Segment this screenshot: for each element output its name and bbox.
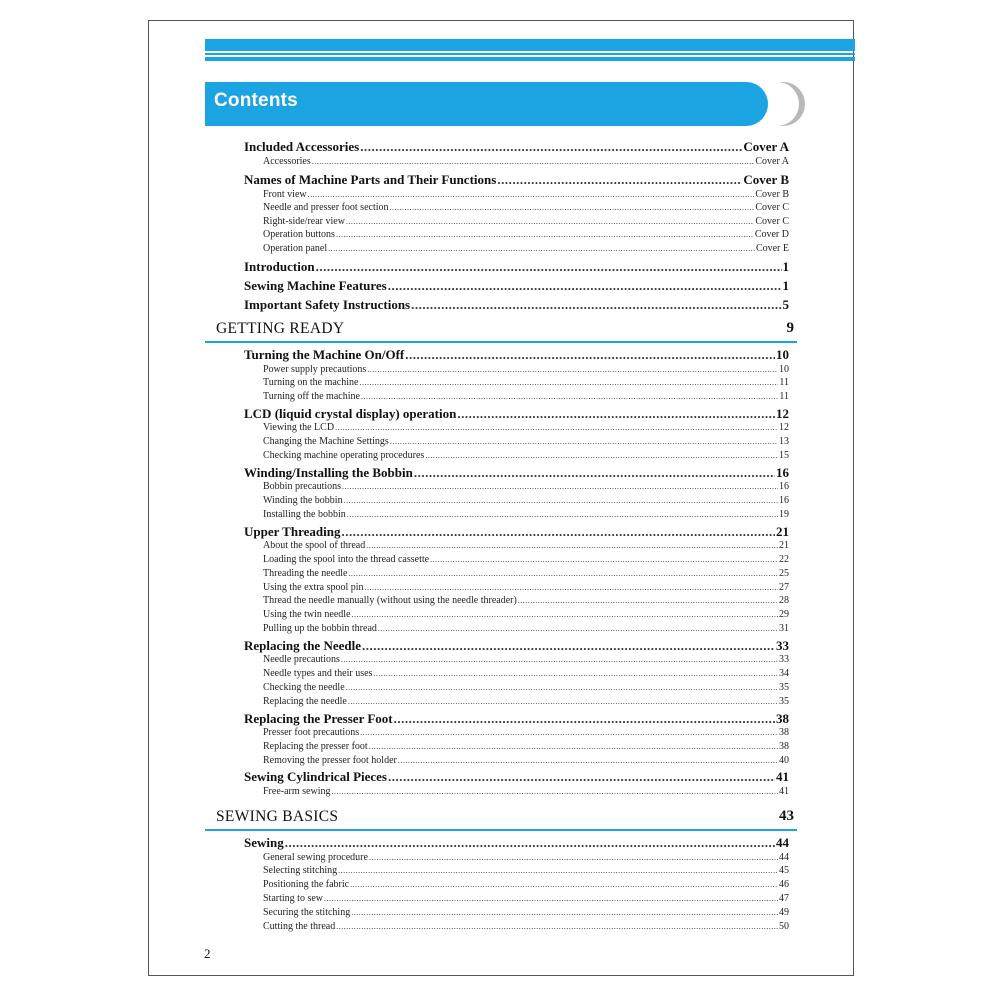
toc-subentry[interactable]: [263, 156, 789, 169]
dot-leader: [336, 922, 778, 931]
toc-entry[interactable]: [244, 172, 789, 188]
toc-subentry[interactable]: [263, 554, 789, 567]
dot-leader: [328, 244, 755, 253]
toc-subentry[interactable]: [263, 216, 789, 229]
toc-entry-page: 5: [782, 296, 789, 312]
section-page: 9: [786, 320, 794, 336]
toc-subentry[interactable]: [263, 422, 789, 435]
toc-subentry[interactable]: [263, 450, 789, 463]
toc-entry-page: 46: [779, 879, 789, 891]
toc-entry-label: Front view: [263, 188, 307, 200]
toc-subentry[interactable]: [263, 786, 789, 799]
toc-entry-label: Sewing Cylindrical Pieces: [244, 769, 387, 785]
toc-entry-page: 1: [782, 277, 789, 293]
toc-entry-page: 50: [779, 920, 789, 932]
toc-entry-label: Turning off the machine: [263, 391, 360, 403]
toc-subentry[interactable]: [263, 741, 789, 754]
dot-leader: [388, 278, 782, 294]
toc-entry-page: 33: [776, 637, 789, 653]
toc-entry-page: Cover A: [743, 139, 789, 154]
dot-leader: [369, 853, 778, 862]
dot-leader: [331, 787, 778, 796]
toc-entry-page: 12: [776, 405, 789, 421]
toc-entry-label: Using the twin needle: [263, 609, 351, 621]
toc-entry-label: Operation buttons: [263, 229, 335, 241]
dot-leader: [360, 728, 778, 737]
toc-entry-page: 41: [776, 769, 789, 785]
toc-subentry[interactable]: [263, 852, 789, 865]
toc-entry-label: Introduction: [244, 258, 315, 274]
toc-entry-page: 15: [779, 450, 789, 461]
dot-leader: [341, 524, 775, 540]
toc-entry-page: 44: [779, 851, 789, 863]
page-number: 2: [204, 946, 211, 961]
toc-subentry[interactable]: [263, 481, 789, 494]
toc-entry-label: Sewing Machine Features: [244, 277, 387, 293]
dot-leader: [341, 655, 778, 664]
toc-entry-page: 16: [776, 464, 789, 480]
dot-leader: [388, 769, 775, 785]
toc-entry-label: Changing the Machine Settings: [263, 436, 389, 448]
toc-entry[interactable]: [244, 524, 789, 540]
toc-subentry[interactable]: [263, 879, 789, 892]
dot-leader: [336, 230, 754, 239]
toc-entry[interactable]: [244, 835, 789, 851]
toc-entry-page: Cover C: [755, 202, 789, 214]
dot-leader: [394, 711, 775, 727]
toc-subentry[interactable]: [263, 609, 789, 622]
toc-entry-label: Needle types and their uses: [263, 668, 373, 680]
toc-entry-label: Names of Machine Parts and Their Functions: [244, 171, 497, 187]
toc-entry-label: Positioning the fabric: [263, 879, 350, 891]
dot-leader: [360, 139, 742, 155]
toc-entry-page: 22: [779, 554, 789, 565]
toc-entry-label: Checking machine operating procedures: [263, 450, 425, 461]
toc-entry[interactable]: [244, 711, 789, 727]
toc-entry[interactable]: [244, 769, 789, 785]
toc-subentry[interactable]: [263, 755, 789, 768]
toc-entry-label: Operation panel: [263, 243, 328, 254]
toc-entry-page: 10: [779, 363, 789, 375]
toc-entry-page: 10: [776, 347, 789, 362]
toc-entry-page: 11: [779, 391, 789, 403]
dot-leader: [338, 866, 778, 875]
toc-entry-page: 27: [779, 581, 789, 593]
dot-leader: [411, 297, 781, 313]
contents-banner: [205, 82, 805, 126]
toc-subentry[interactable]: [263, 654, 789, 667]
section-heading: [216, 808, 794, 832]
toc-subentry[interactable]: [263, 668, 789, 681]
toc-entry-label: General sewing procedure: [263, 851, 368, 863]
toc-entry-label: Removing the presser foot holder: [263, 754, 397, 766]
toc-entry-page: 16: [779, 481, 789, 493]
dot-leader: [390, 437, 778, 446]
dot-leader: [425, 451, 778, 460]
toc-entry-page: 38: [779, 740, 789, 752]
toc-entry-page: 44: [776, 835, 789, 850]
section-title: GETTING READY: [216, 320, 345, 337]
toc-subentry[interactable]: [263, 595, 789, 608]
toc-entry[interactable]: [244, 139, 789, 155]
dot-leader: [359, 378, 778, 387]
dot-leader: [365, 583, 778, 592]
dot-leader: [369, 742, 778, 751]
toc-entry-label: Replacing the needle: [263, 695, 347, 707]
dot-leader: [312, 157, 755, 166]
toc-entry-label: Power supply precautions: [263, 363, 367, 375]
dot-leader: [308, 190, 755, 199]
toc-entry-page: 16: [779, 495, 789, 507]
header-stripe: [205, 39, 855, 61]
dot-leader: [346, 217, 754, 226]
toc-subentry[interactable]: [263, 682, 789, 695]
dot-leader: [398, 756, 778, 765]
toc-entry-page: 47: [779, 892, 789, 904]
dot-leader: [405, 347, 775, 363]
toc-entry-page: Cover B: [755, 188, 789, 200]
toc-entry-label: Replacing the Presser Foot: [244, 710, 393, 726]
dot-leader: [351, 610, 778, 619]
toc-entry-label: Securing the stitching: [263, 906, 351, 918]
toc-entry-page: 13: [779, 436, 789, 448]
toc-entry-label: Replacing the Needle: [244, 637, 361, 653]
dot-leader: [348, 697, 778, 706]
section-title: SEWING BASICS: [216, 808, 339, 825]
contents-title: Contents: [214, 90, 298, 111]
toc-subentry[interactable]: [263, 582, 789, 595]
toc-entry-page: 21: [776, 523, 789, 539]
dot-leader: [414, 465, 775, 481]
toc-entry-label: About the spool of thread: [263, 540, 366, 552]
toc-entry-label: Winding/Installing the Bobbin: [244, 464, 413, 480]
toc-entry-page: 11: [779, 377, 789, 389]
toc-entry-page: 25: [779, 567, 789, 579]
toc-entry-label: LCD (liquid crystal display) operation: [244, 405, 457, 421]
toc-subentry[interactable]: [263, 377, 789, 390]
toc-entry-page: 21: [779, 540, 789, 552]
toc-subentry[interactable]: [263, 568, 789, 581]
dot-leader: [373, 669, 778, 678]
toc-entry-page: 28: [779, 595, 789, 607]
dot-leader: [348, 569, 778, 578]
toc-subentry[interactable]: [263, 436, 789, 449]
toc-entry[interactable]: [244, 278, 789, 294]
toc-entry-label: Loading the spool into the thread cassette: [263, 554, 430, 565]
toc-subentry[interactable]: [263, 509, 789, 522]
toc-entry-page: Cover B: [743, 171, 789, 187]
dot-leader: [361, 392, 778, 401]
toc-subentry[interactable]: [263, 696, 789, 709]
toc-entry-label: Turning the Machine On/Off: [244, 347, 405, 362]
toc-entry-page: Cover E: [755, 243, 789, 254]
toc-entry-page: 34: [779, 668, 789, 680]
toc-entry-label: Using the extra spool pin: [263, 581, 364, 593]
toc-entry-label: Bobbin precautions: [263, 481, 342, 493]
toc-entry-label: Accessories: [263, 156, 311, 167]
toc-subentry[interactable]: [263, 921, 789, 934]
toc-entry-page: Cover A: [755, 156, 789, 167]
toc-subentry[interactable]: [263, 202, 789, 215]
toc-subentry[interactable]: [263, 540, 789, 553]
toc-entry-label: Winding the bobbin: [263, 495, 343, 507]
dot-leader: [518, 596, 778, 605]
toc-entry-page: 33: [779, 654, 789, 666]
toc-entry-label: Selecting stitching: [263, 865, 338, 877]
section-heading: [216, 320, 794, 344]
section-rule: [205, 341, 797, 343]
toc-entry-page: 35: [779, 695, 789, 707]
toc-entry-label: Turning on the machine: [263, 377, 359, 389]
toc-entry-label: Presser foot precautions: [263, 727, 360, 738]
toc-subentry[interactable]: [263, 364, 789, 377]
toc-entry-label: Thread the needle manually (without using the needle threader): [263, 595, 517, 607]
toc-entry-page: 45: [779, 865, 789, 877]
toc-entry[interactable]: [244, 638, 789, 654]
section-rule: [205, 829, 797, 831]
toc-entry-page: 29: [779, 609, 789, 621]
dot-leader: [324, 894, 778, 903]
toc-subentry[interactable]: [263, 391, 789, 404]
toc-subentry[interactable]: [263, 229, 789, 242]
toc-entry-page: Cover C: [755, 215, 789, 227]
section-page: 43: [779, 808, 794, 824]
toc-subentry[interactable]: [263, 893, 789, 906]
dot-leader: [346, 683, 778, 692]
dot-leader: [378, 624, 778, 633]
toc-subentry[interactable]: [263, 865, 789, 878]
toc-entry-page: 1: [782, 258, 789, 274]
dot-leader: [497, 172, 742, 188]
toc-entry-label: Replacing the presser foot: [263, 740, 368, 752]
toc-subentry[interactable]: [263, 623, 789, 636]
dot-leader: [335, 423, 778, 432]
toc-entry-label: Upper Threading: [244, 523, 341, 539]
toc-entry-label: Pulling up the bobbin thread: [263, 623, 377, 634]
toc-entry-label: Viewing the LCD: [263, 422, 335, 434]
toc-entry-page: 35: [779, 681, 789, 693]
toc-entry-label: Free-arm sewing: [263, 785, 331, 797]
toc-entry-label: Starting to sew: [263, 892, 323, 904]
toc-entry-label: Checking the needle: [263, 681, 345, 693]
toc-entry[interactable]: [244, 259, 789, 275]
toc-entry-label: Needle precautions: [263, 654, 340, 666]
dot-leader: [347, 510, 778, 519]
dot-leader: [351, 908, 778, 917]
dot-leader: [316, 259, 782, 275]
toc-entry[interactable]: [244, 347, 789, 363]
toc-subentry[interactable]: [263, 243, 789, 256]
toc-entry-label: Included Accessories: [244, 139, 360, 154]
dot-leader: [367, 365, 778, 374]
toc-entry-label: Threading the needle: [263, 567, 348, 579]
dot-leader: [390, 203, 755, 212]
toc-entry-page: 38: [779, 727, 789, 738]
toc-entry-label: Needle and presser foot section: [263, 202, 389, 214]
toc-entry-label: Right-side/rear view: [263, 215, 345, 227]
toc-entry-page: 19: [779, 508, 789, 520]
dot-leader: [344, 496, 778, 505]
dot-leader: [366, 541, 778, 550]
toc-entry-page: 12: [779, 422, 789, 434]
dot-leader: [342, 482, 778, 491]
toc-entry[interactable]: [244, 406, 789, 422]
toc-subentry[interactable]: [263, 907, 789, 920]
toc-entry-label: Important Safety Instructions: [244, 296, 411, 312]
dot-leader: [457, 406, 775, 422]
dot-leader: [362, 638, 775, 654]
toc-subentry[interactable]: [263, 189, 789, 202]
toc-subentry[interactable]: [263, 727, 789, 740]
dot-leader: [285, 835, 775, 851]
toc-entry-page: 38: [776, 710, 789, 726]
toc-entry-page: 31: [779, 623, 789, 634]
toc-entry-page: 40: [779, 754, 789, 766]
toc-entry[interactable]: [244, 297, 789, 313]
toc-entry[interactable]: [244, 465, 789, 481]
dot-leader: [430, 555, 778, 564]
toc-subentry[interactable]: [263, 495, 789, 508]
toc-entry-page: Cover D: [754, 229, 789, 241]
toc-entry-label: Cutting the thread: [263, 920, 336, 932]
dot-leader: [350, 880, 778, 889]
toc-entry-label: Sewing: [244, 835, 284, 850]
toc-entry-page: 41: [779, 785, 789, 797]
toc-entry-label: Installing the bobbin: [263, 508, 346, 520]
toc-entry-page: 49: [779, 906, 789, 918]
